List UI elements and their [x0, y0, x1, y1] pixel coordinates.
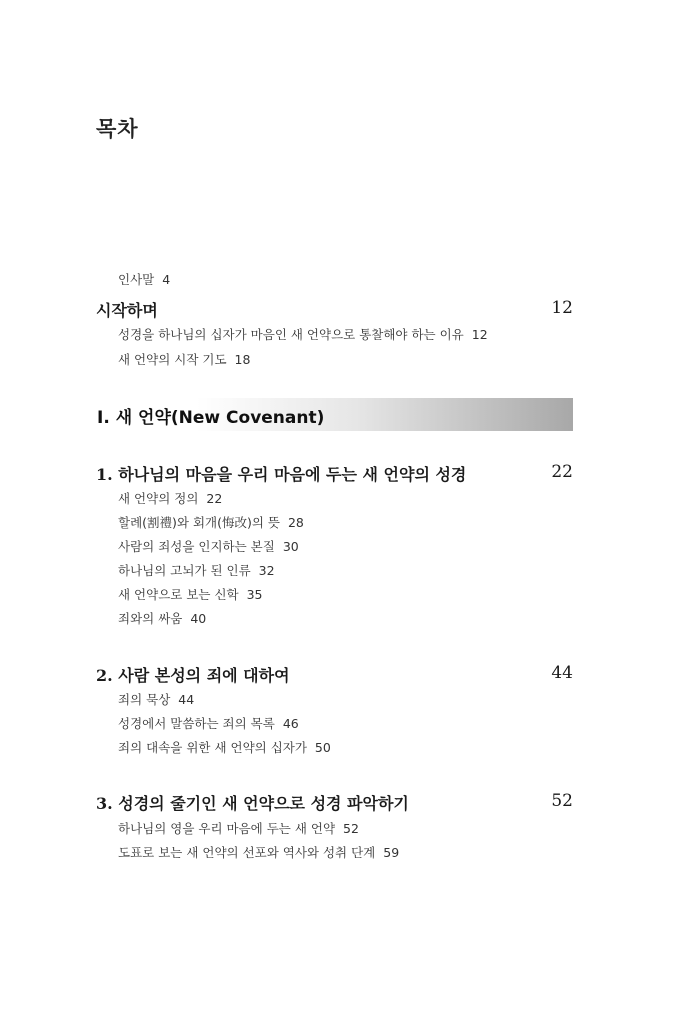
chapter-heading-2[interactable]: 2. 사람 본성의 죄에 대하여 [96, 666, 290, 685]
entry-label: 도표로 보는 새 언약의 선포와 역사와 성취 단계 [118, 845, 376, 860]
entry-label: 성경에서 말씀하는 죄의 목록 [118, 716, 275, 731]
toc-entry[interactable] [118, 714, 299, 732]
toc-entry[interactable] [118, 489, 222, 507]
entry-label: 사람의 죄성을 인지하는 본질 [118, 539, 275, 554]
entry-label: 죄의 묵상 [118, 692, 171, 707]
entry-page: 44 [178, 692, 195, 707]
page-title: 목차 [96, 116, 139, 141]
toc-entry[interactable] [118, 585, 263, 603]
toc-entry[interactable] [118, 843, 399, 861]
entry-page: 18 [234, 352, 251, 367]
entry-page: 46 [282, 716, 299, 731]
toc-entry[interactable] [118, 513, 304, 531]
toc-entry[interactable] [118, 609, 206, 627]
entry-label: 새 언약의 시작 기도 [118, 352, 227, 367]
entry-label: 하나님의 고뇌가 된 인류 [118, 563, 251, 578]
entry-page: 28 [287, 515, 304, 530]
entry-label: 죄와의 싸움 [118, 611, 183, 626]
entry-label: 인사말 [118, 272, 155, 287]
entry-page: 12 [471, 327, 488, 342]
entry-page: 59 [383, 845, 400, 860]
toc-entry[interactable] [118, 690, 194, 708]
entry-label: 성경을 하나님의 십자가 마음인 새 언약으로 통찰해야 하는 이유 [118, 327, 464, 342]
toc-entry[interactable] [118, 819, 359, 837]
entry-page: 50 [314, 740, 331, 755]
entry-label: 할례(割禮)와 회개(悔改)의 뜻 [118, 515, 280, 530]
section-page-start: 12 [551, 298, 573, 318]
entry-label: 새 언약으로 보는 신학 [118, 587, 239, 602]
entry-label: 하나님의 영을 우리 마음에 두는 새 언약 [118, 821, 336, 836]
entry-label: 죄의 대속을 위한 새 언약의 십자가 [118, 740, 307, 755]
entry-page: 52 [343, 821, 359, 836]
entry-label: 새 언약의 정의 [118, 491, 199, 506]
toc-entry[interactable] [118, 738, 331, 756]
entry-page: 32 [258, 563, 275, 578]
chapter-page-3: 52 [551, 791, 573, 811]
chapter-page-1: 22 [551, 462, 573, 482]
chapter-page-2: 44 [551, 663, 573, 683]
entry-page: 22 [206, 491, 223, 506]
part-title[interactable]: Ⅰ. 새 언약(New Covenant) [97, 408, 325, 428]
chapter-heading-1[interactable]: 1. 하나님의 마음을 우리 마음에 두는 새 언약의 성경 [96, 465, 467, 484]
entry-page: 40 [190, 611, 207, 626]
entry-page: 4 [162, 272, 171, 287]
toc-entry-intro[interactable] [118, 270, 170, 288]
toc-entry[interactable] [118, 537, 299, 555]
entry-page: 30 [282, 539, 299, 554]
toc-entry[interactable] [118, 350, 250, 368]
entry-page: 35 [246, 587, 263, 602]
toc-entry[interactable] [118, 561, 275, 579]
toc-entry[interactable] [118, 325, 488, 343]
chapter-heading-3[interactable]: 3. 성경의 줄기인 새 언약으로 성경 파악하기 [96, 794, 409, 813]
section-heading-start[interactable]: 시작하며 [96, 301, 158, 320]
